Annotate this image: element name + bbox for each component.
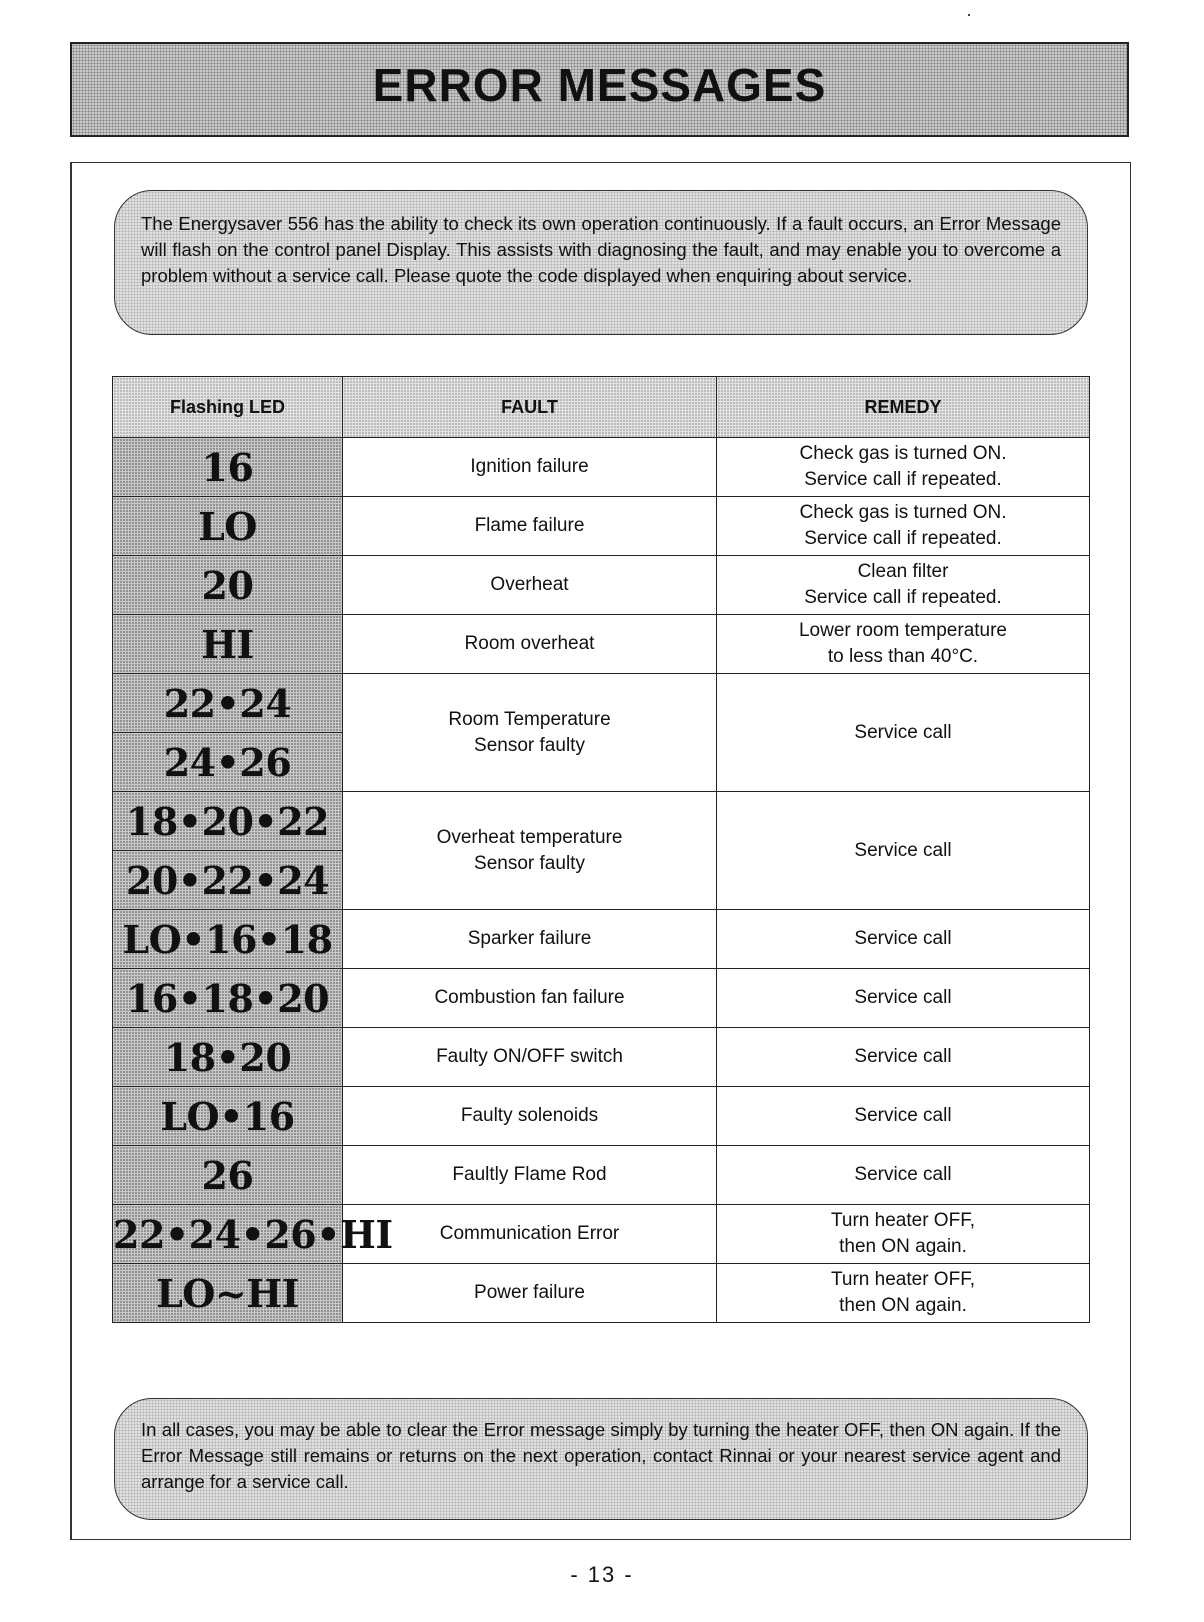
remedy-cell: Service call [717, 910, 1090, 969]
table-row [113, 910, 1090, 969]
page-title: ERROR MESSAGES [372, 59, 827, 111]
remedy-line: Lower room temperature [798, 620, 1008, 641]
remedy-line: Service call if repeated. [804, 469, 1002, 490]
fault-cell: Communication Error [343, 1205, 717, 1264]
header-flashing-led: Flashing LED [113, 377, 343, 438]
led-code: 18•20•22 [113, 792, 343, 851]
footer-callout [114, 1398, 1088, 1520]
table-row [113, 1205, 1090, 1264]
fault-cell: Faulty solenoids [343, 1087, 717, 1146]
fault-cell: Faultly Flame Rod [343, 1146, 717, 1205]
fault-cell: Flame failure [343, 497, 717, 556]
fault-cell: Power failure [343, 1264, 717, 1323]
remedy-line: Turn heater OFF, [831, 1269, 975, 1290]
remedy-cell [717, 497, 1090, 556]
led-code: 18•20 [113, 1028, 343, 1087]
fault-line: Overheat temperature [436, 826, 623, 848]
remedy-cell [717, 1264, 1090, 1323]
table-row [113, 969, 1090, 1028]
remedy-line: Clean filter [857, 561, 949, 582]
remedy-cell: Service call [717, 1087, 1090, 1146]
remedy-line: to less than 40°C. [827, 646, 979, 667]
fault-cell: Room overheat [343, 615, 717, 674]
remedy-line: Check gas is turned ON. [799, 502, 1007, 523]
led-code: HI [113, 615, 343, 674]
led-code: 16•18•20 [113, 969, 343, 1028]
remedy-cell: Service call [717, 969, 1090, 1028]
led-code: 22•24•26•HI [113, 1205, 343, 1264]
remedy-cell [717, 438, 1090, 497]
remedy-cell: Service call [717, 1028, 1090, 1087]
fault-cell: Sparker failure [343, 910, 717, 969]
led-code: LO•16•18 [113, 910, 343, 969]
led-code: LO•16 [113, 1087, 343, 1146]
footer-note-text: In all cases, you may be able to clear the Error message simply by turning the heater OFF, then ON again. If the Error Message still remains or returns on the next operation, contact Rinnai or your nearest service agent and arrange for a service call. [141, 1419, 1061, 1492]
remedy-line: Service call if repeated. [804, 587, 1002, 608]
remedy-cell: Service call [717, 792, 1090, 910]
fault-cell [343, 792, 717, 910]
intro-callout [114, 190, 1088, 335]
fault-cell: Combustion fan failure [343, 969, 717, 1028]
led-code: 22•24 [113, 674, 343, 733]
remedy-cell [717, 556, 1090, 615]
table-row [113, 438, 1090, 497]
frame-bottom-rule [70, 1539, 1131, 1540]
remedy-line: then ON again. [839, 1236, 967, 1257]
page-number: - 13 - [570, 1562, 634, 1587]
remedy-line: Service call if repeated. [804, 528, 1002, 549]
remedy-cell [717, 615, 1090, 674]
remedy-cell: Service call [717, 674, 1090, 792]
table-row [113, 1087, 1090, 1146]
intro-text: The Energysaver 556 has the ability to check its own operation continuously. If a fault occurs, an Error Message will flash on the control panel Display. This assists with diagnosing the fault, and may enable you to overcome a problem without a service call. Please quote the code displayed when enquiring about service. [141, 213, 1061, 286]
table-row [113, 1264, 1090, 1323]
table-row [113, 556, 1090, 615]
led-code: 16 [113, 438, 343, 497]
remedy-cell [717, 1205, 1090, 1264]
fault-cell: Ignition failure [343, 438, 717, 497]
remedy-line: then ON again. [839, 1295, 967, 1316]
table-row [113, 1146, 1090, 1205]
table-header-row [113, 377, 1090, 438]
error-table [112, 376, 1090, 1323]
fault-cell [343, 674, 717, 792]
table-row [113, 615, 1090, 674]
led-code: 24•26 [113, 733, 343, 792]
led-code: 26 [113, 1146, 343, 1205]
led-code: 20•22•24 [113, 851, 343, 910]
led-code: LO~HI [113, 1264, 343, 1323]
table-row [113, 792, 1090, 851]
remedy-line: Turn heater OFF, [831, 1210, 975, 1231]
led-code: LO [113, 497, 343, 556]
led-code: 20 [113, 556, 343, 615]
header-fault: FAULT [343, 377, 717, 438]
table-row [113, 1028, 1090, 1087]
remedy-cell: Service call [717, 1146, 1090, 1205]
remedy-line: Check gas is turned ON. [799, 443, 1007, 464]
table-row [113, 674, 1090, 733]
scan-speck [968, 14, 970, 16]
fault-line: Sensor faulty [474, 734, 585, 756]
fault-cell: Overheat [343, 556, 717, 615]
title-banner [70, 42, 1129, 137]
header-remedy: REMEDY [717, 377, 1090, 438]
table-row [113, 497, 1090, 556]
fault-cell: Faulty ON/OFF switch [343, 1028, 717, 1087]
fault-line: Room Temperature [448, 708, 611, 730]
fault-line: Sensor faulty [474, 852, 585, 874]
